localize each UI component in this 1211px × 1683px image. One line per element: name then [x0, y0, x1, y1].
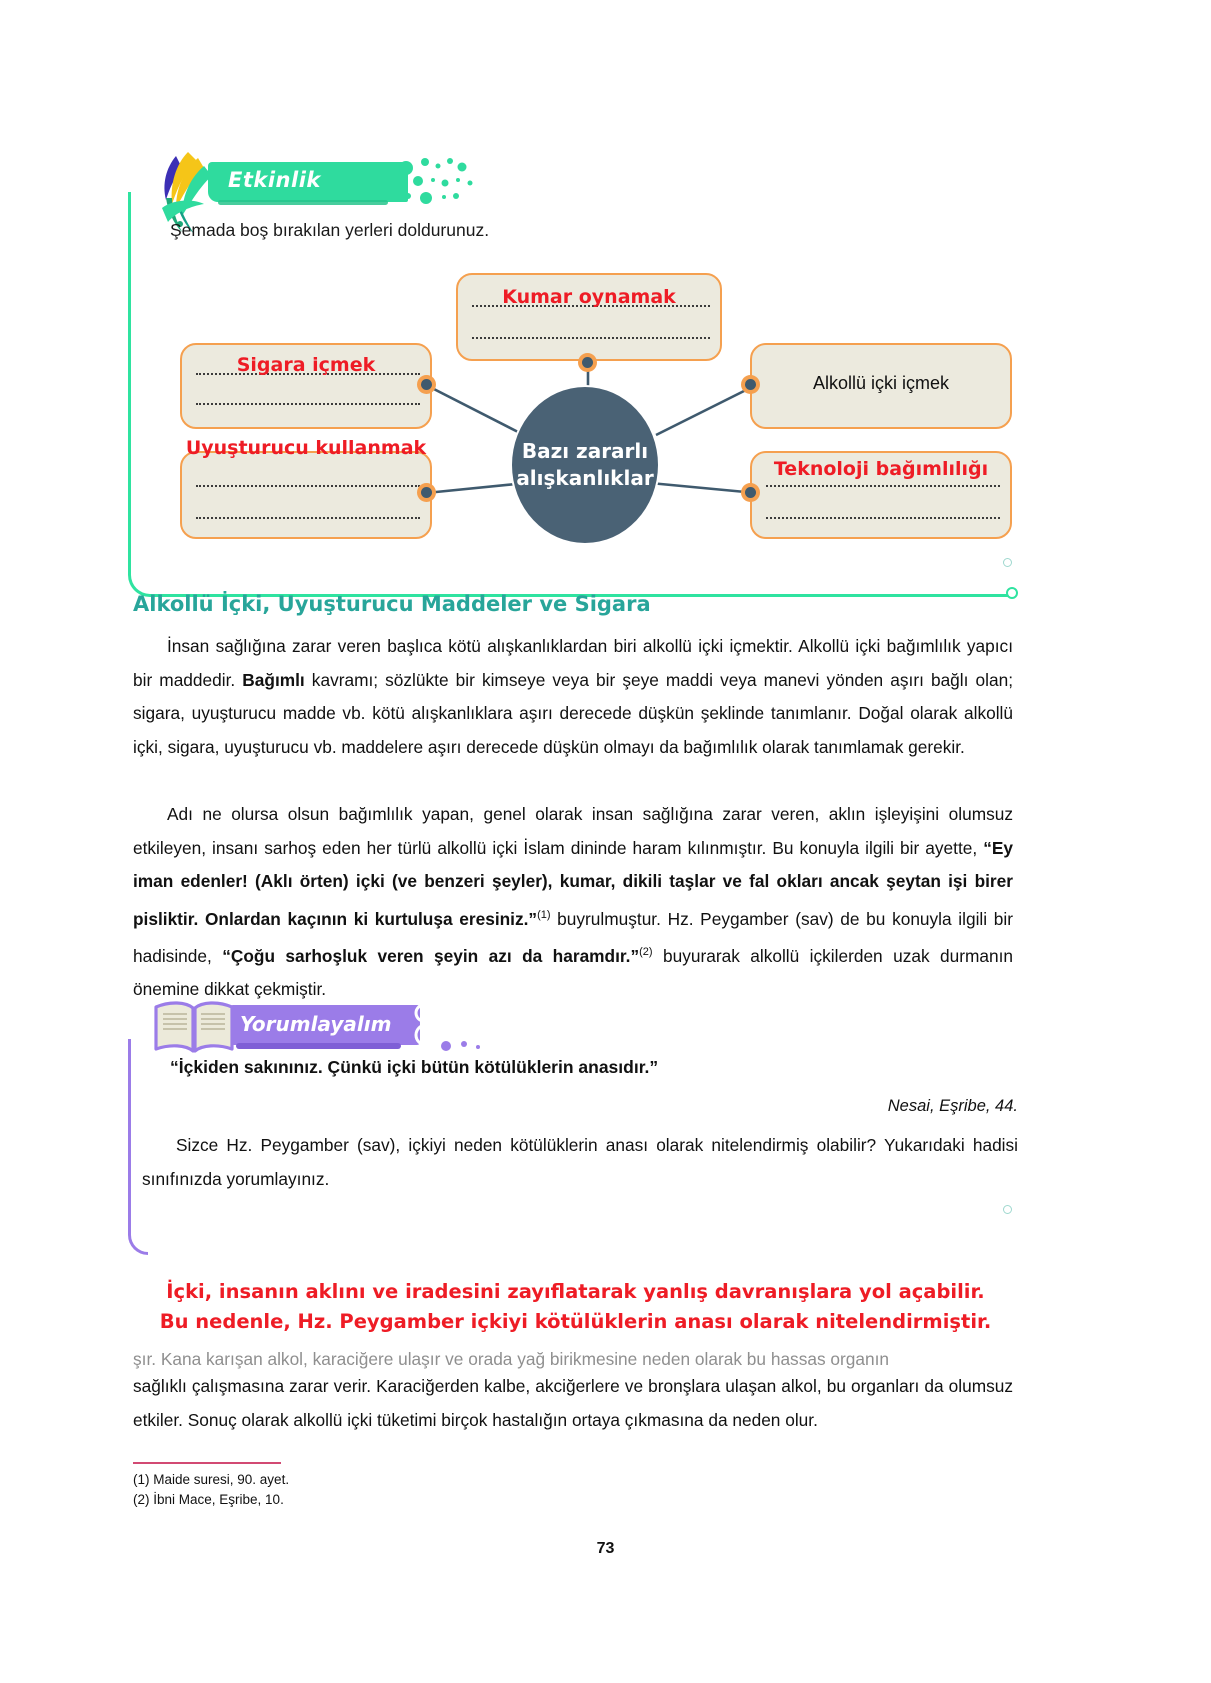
mindmap-node-top[interactable] [456, 273, 722, 361]
p2-part-c: buyurarak alkollü içkilerden uzak durmanın önemine dikkat çekmiştir. [133, 945, 1014, 1000]
connector-dot-right-lower [741, 483, 760, 502]
node-dotline [472, 337, 710, 339]
open-book-icon [152, 999, 236, 1057]
hadith-quote: “İçkiden sakınınız. Çünkü içki bütün kötülüklerin anasıdır.” [170, 1057, 659, 1077]
decorative-dot [1003, 558, 1012, 567]
mindmap-center-node [510, 385, 660, 545]
yorumlayalim-badge-label: Yorumlayalım [240, 1012, 392, 1036]
handwritten-answer-line-2: Bu nedenle, Hz. Peygamber içkiyi kötülüklerin anası olarak nitelendirmiştir. [159, 1310, 992, 1333]
etkinlik-badge-label: Etkinlik [228, 168, 321, 192]
paragraph-2-container [133, 798, 1013, 1007]
paragraph-1 [133, 630, 1013, 764]
yorumlayalim-badge-shadow [236, 1043, 401, 1049]
paragraph-1-container [133, 630, 1013, 764]
handwritten-answer-line-1: İçki, insanın aklını ve iradesini zayıflatarak yanlış davranışlara yol açabilir. [166, 1280, 985, 1303]
yorumlayalim-section [128, 995, 1018, 1265]
mindmap [148, 255, 1013, 545]
footnote-divider [133, 1462, 281, 1464]
hadith-attribution: Nesai, Eşribe, 44. [887, 1097, 1018, 1115]
p2-hadith-quote: “Çoğu sarhoşluk veren şeyin azı da haramdır.” [222, 945, 640, 966]
purple-dots-decoration [414, 999, 534, 1055]
activity-section [128, 150, 1018, 600]
mindmap-node-right-upper-label: Alkollü içki içmek [812, 373, 950, 393]
footnotes [133, 1470, 289, 1510]
p1-part-b: kavramı; sözlükte bir kimseye veya bir şeye maddi veya manevi yönden aşırı bağlı olan; sigara, uyuşturucu madde vb. kötü alışkanlıklara aşırı derecede düşkün şeklinde tanımlanır. Doğal olarak alkollü içki, sigara, uyuşturucu vb. maddelere aşırı derecede düşkün olmayı da bağımlılık olarak tanımlamak gerekir. [133, 669, 1014, 757]
mindmap-node-top-label: Kumar oynamak [502, 286, 676, 308]
p2-quran-quote: “Ey iman edenler! (Aklı örten) içki (ve benzeri şeyler), kumar, dikili taşlar ve fal okları ancak şeytan işi birer pisliktir. Onlardan kaçının ki kurtuluşa eresiniz.” [133, 837, 1013, 929]
connector-dot-left-upper [417, 375, 436, 394]
etkinlik-badge-shadow [218, 200, 388, 205]
green-dots-decoration [398, 156, 488, 208]
mindmap-node-right-lower[interactable] [750, 451, 1012, 539]
p2-footnote-ref-1[interactable]: (1) [537, 908, 551, 921]
node-dotline [196, 517, 420, 519]
page-number: 73 [596, 1540, 615, 1557]
node-dotline [196, 485, 420, 487]
mindmap-node-right-lower-label: Teknoloji bağımlılığı [773, 458, 989, 480]
tail-paragraph-container [133, 1370, 1013, 1437]
p2-part-b: buyrulmuştur. Hz. Peygamber (sav) de bu konuyla ilgili bir hadisinde, [133, 908, 1013, 966]
connector-dot-top [578, 353, 597, 372]
p1-part-a: İnsan sağlığına zarar veren başlıca kötü alışkanlıklardan biri alkollü içki içmektir. Alkollü içki bağımlılık yapıcı bir maddedir. [133, 636, 1013, 690]
mindmap-center-label: Bazı zararlı alışkanlıklar [516, 439, 654, 490]
mindmap-node-right-upper[interactable] [750, 343, 1012, 429]
handwritten-answer [133, 1277, 1018, 1337]
node-dotline [196, 403, 420, 405]
mindmap-node-left-upper[interactable] [180, 343, 432, 429]
p2-part-a: Adı ne olursa olsun bağımlılık yapan, genel olarak insan sağlığına zarar veren, aklın işleyişini olumsuz etkileyen, insanı sarhoş eden her türlü alkollü içki İslam dininde haram kılınmıştır. Bu konuyla ilgili bir ayette, [133, 804, 1013, 858]
section-heading: Alkollü İçki, Uyuşturucu Maddeler ve Sigara [133, 592, 651, 616]
p1-bold-term: Bağımlı [242, 669, 305, 690]
connector-dot-right-upper [741, 375, 760, 394]
obscured-text-line: şır. Kana karışan alkol, karaciğere ulaşır ve orada yağ birikmesine neden olarak bu hassas organın [133, 1349, 889, 1369]
footnote-2: (2) İbni Mace, Eşribe, 10. [133, 1492, 284, 1507]
yorumlayalim-badge [144, 995, 484, 1057]
p2-footnote-ref-2[interactable]: (2) [639, 945, 653, 958]
mindmap-node-left-lower[interactable] [180, 437, 432, 539]
decorative-dot [1003, 1205, 1012, 1214]
etkinlik-badge [146, 150, 476, 212]
paragraph-2 [133, 798, 1013, 1007]
mindmap-node-left-upper-label: Sigara içmek [236, 354, 376, 376]
mindmap-node-left-lower-label: Uyuşturucu kullanmak [185, 437, 427, 459]
yorumlayalim-question: Sizce Hz. Peygamber (sav), içkiyi neden kötülüklerin anası olarak nitelendirmiş olabilir? Yukarıdaki hadisi sınıfınızda yorumlayınız. [142, 1135, 1018, 1189]
footnote-1: (1) Maide suresi, 90. ayet. [133, 1472, 290, 1487]
node-dotline [766, 517, 1000, 519]
connector-dot-left-lower [417, 483, 436, 502]
node-dotline [766, 485, 1000, 487]
tail-paragraph: sağlıklı çalışmasına zarar verir. Karaciğerden kalbe, akciğerlere ve bronşlara ulaşan alkol, bu organları da olumsuz etkiler. Sonuç olarak alkollü içki tüketimi birçok hastalığın ortaya çıkmasına da neden olur. [133, 1376, 1013, 1430]
activity-instruction: Şemada boş bırakılan yerleri doldurunuz. [170, 220, 490, 240]
